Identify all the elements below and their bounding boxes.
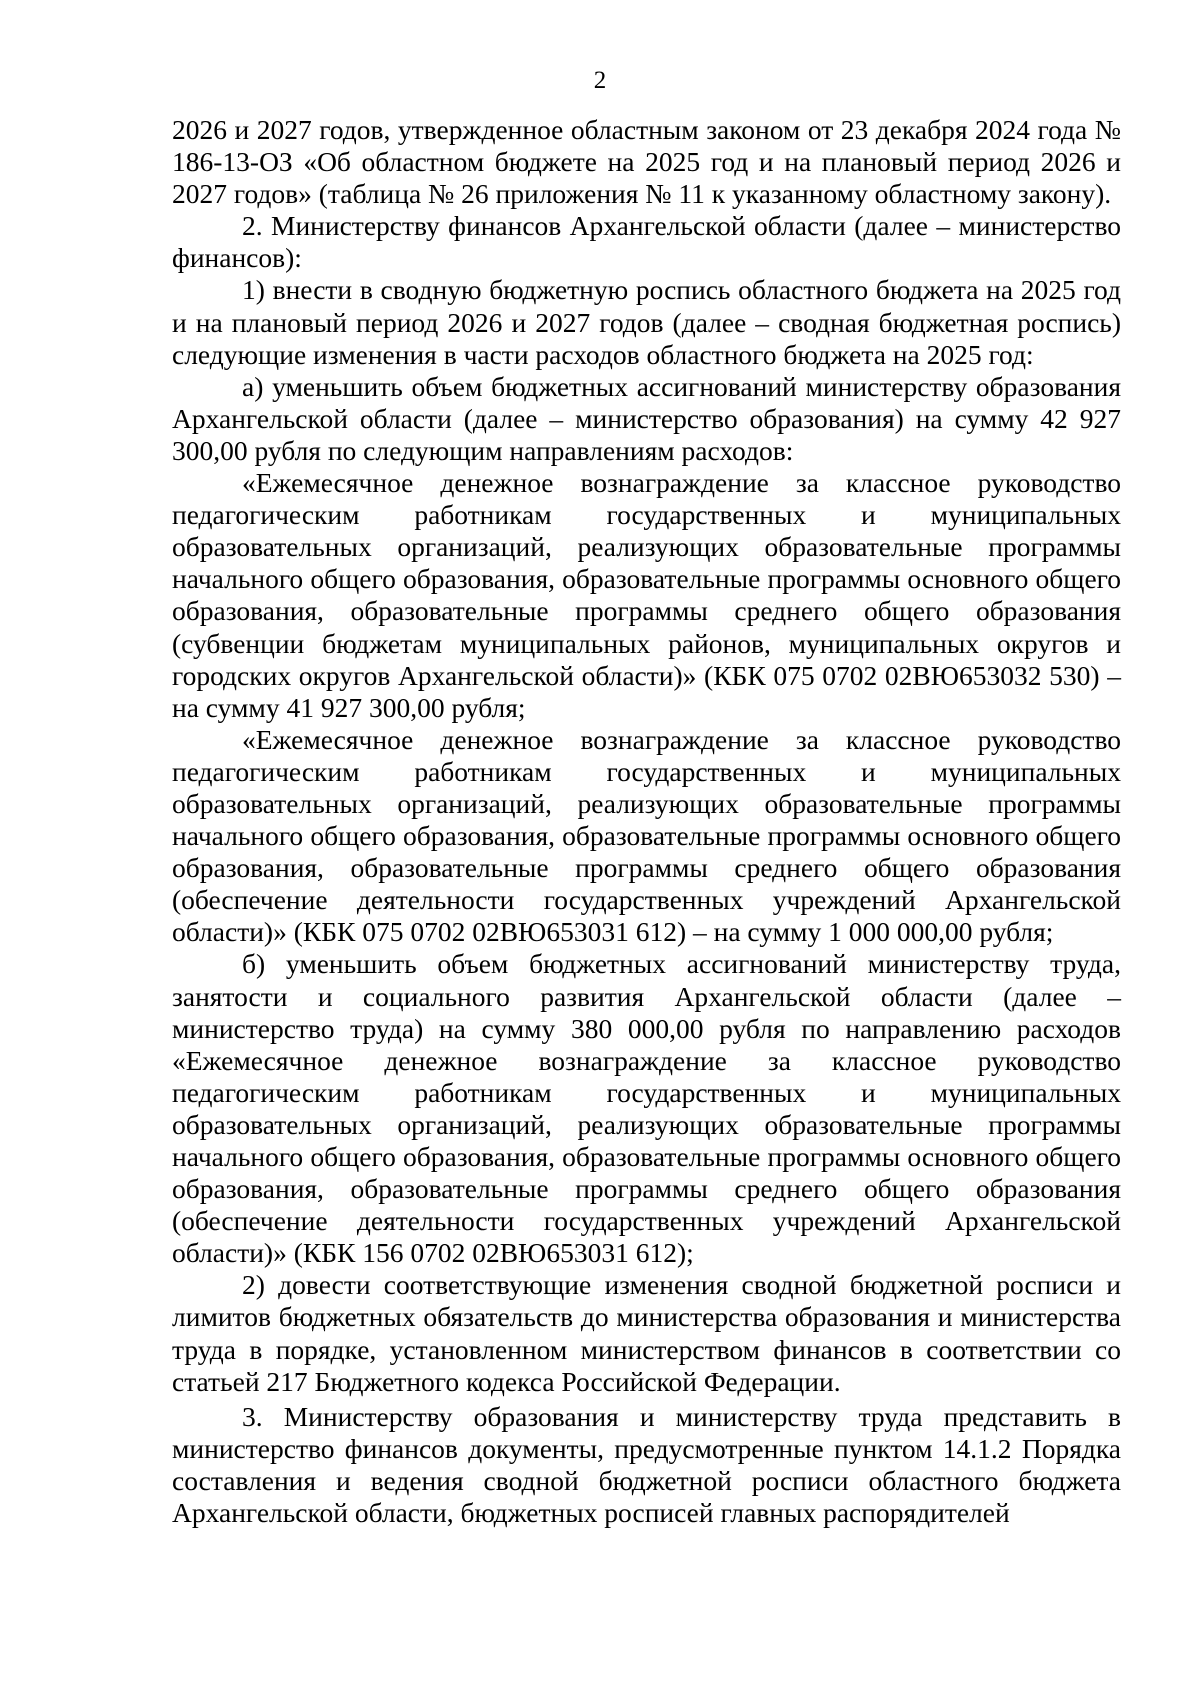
page-number: 2 [593,67,607,94]
paragraph-item-2: 2. Министерству финансов Архангельской области (далее – министерство финансов): [172,210,1121,274]
paragraph-item-3: 3. Министерству образования и министерству труда представить в министерство финансов документы, предусмотренные пунктом 14.1.2 Порядка составления и ведения сводной бюджетной росписи областного бюджета Архангельской области, бюджетных росписей главных распорядителей [172,1400,1121,1529]
document-body [172,114,1121,1529]
paragraph-subitem-a: а) уменьшить объем бюджетных ассигнований министерству образования Архангельской области (далее – министерство образования) на сумму 42 927 300,00 рубля по следующим направлениям расходов: [172,370,1121,466]
paragraph-subitem-2: 2) довести соответствующие изменения сводной бюджетной росписи и лимитов бюджетных обязательств до министерства образования и министерства труда в порядке, установленном министерством финансов в соответствии со статьей 217 Бюджетного кодекса Российской Федерации. [172,1269,1121,1397]
paragraph-subitem-b: б) уменьшить объем бюджетных ассигнований министерству труда, занятости и социального развития Архангельской области (далее – министерство труда) на сумму 380 000,00 рубля по направлению расходов «Ежемесячное денежное вознаграждение за классное руководство педагогическим работникам государственных и муниципальных образовательных организаций, реализующих образовательные программы начального общего образования, образовательные программы основного общего образования, образовательные программы среднего общего образования (обеспечение деятельности государственных учреждений Архангельской области)» (КБК 156 0702 02ВЮ653031 612); [172,948,1121,1269]
paragraph-continuation: 2026 и 2027 годов, утвержденное областным законом от 23 декабря 2024 года № 186-13-ОЗ «Об областном бюджете на 2025 год и на плановый период 2026 и 2027 годов» (таблица № 26 приложения № 11 к указанному областному закону). [172,114,1121,210]
paragraph-expense-direction-1: «Ежемесячное денежное вознаграждение за классное руководство педагогическим работникам государственных и муниципальных образовательных организаций, реализующих образовательные программы начального общего образования, образовательные программы основного общего образования, образовательные программы среднего общего образования (субвенции бюджетам муниципальных районов, муниципальных округов и городских округов Архангельской области)» (КБК 075 0702 02ВЮ653032 530) – на сумму 41 927 300,00 рубля; [172,467,1121,723]
paragraph-expense-direction-2: «Ежемесячное денежное вознаграждение за классное руководство педагогическим работникам государственных и муниципальных образовательных организаций, реализующих образовательные программы начального общего образования, образовательные программы основного общего образования, образовательные программы среднего общего образования (обеспечение деятельности государственных учреждений Архангельской области)» (КБК 075 0702 02ВЮ653031 612) – на сумму 1 000 000,00 рубля; [172,723,1121,948]
paragraph-subitem-1: 1) внести в сводную бюджетную роспись областного бюджета на 2025 год и на плановый период 2026 и 2027 годов (далее – сводная бюджетная роспись) следующие изменения в части расходов областного бюджета на 2025 год: [172,274,1121,370]
